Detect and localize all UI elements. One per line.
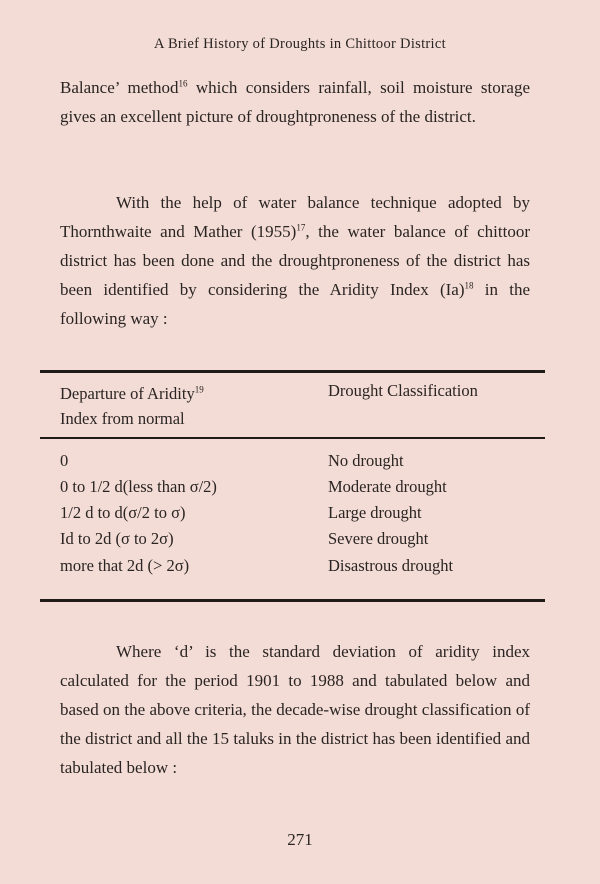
paragraph-water-balance xyxy=(60,188,530,333)
paragraph-intro-text-a: Balance’ method xyxy=(60,78,179,97)
table-cell-departure: Id to 2d (σ to 2σ) xyxy=(60,529,174,548)
table-cell-classification: No drought xyxy=(328,451,404,470)
running-header: A Brief History of Droughts in Chittoor District xyxy=(154,36,446,52)
table-cell-classification: Large drought xyxy=(328,503,422,522)
paragraph-intro-text-b: which considers rainfall, soil moisture storage gives an excellent picture of droughtproneness of the district. xyxy=(60,78,530,126)
paragraph-criteria-text: Where ‘d’ is the standard deviation of aridity index calculated for the period 1901 to 1988 and tabulated below and based on the above criteria, the decade-wise drought classification of the district and all the 15 taluks in the district has been identified and tabulated below : xyxy=(60,642,530,777)
table-header-rule xyxy=(40,437,545,439)
table-header-departure-a: Departure of Aridity xyxy=(60,384,195,403)
table-cell-classification: Disastrous drought xyxy=(328,556,454,575)
table-cell-classification: Severe drought xyxy=(328,529,429,548)
footnote-marker-19: 19 xyxy=(194,384,204,395)
table-cell-departure: 0 xyxy=(60,451,69,470)
table-header-departure xyxy=(60,381,300,431)
table-header-classification: Drought Classification xyxy=(328,381,478,400)
table-cell-departure: 0 to 1/2 d(less than σ/2) xyxy=(60,477,217,496)
paragraph-water-balance-text-c: in the following way : xyxy=(60,280,530,328)
page-number: 271 xyxy=(287,830,313,849)
table-header-departure-b: Index from normal xyxy=(60,409,185,428)
table-row xyxy=(0,477,600,503)
paragraph-water-balance-text-a: With the help of water balance technique adopted by Thornthwaite and Mather (1955) xyxy=(60,193,530,241)
table-row xyxy=(0,529,600,555)
table-row xyxy=(0,503,600,529)
paragraph-water-balance-text-b: , the water balance of chittoor district has been done and the droughtproneness of the district has been identified by considering the Aridity Index (Ia) xyxy=(60,222,530,299)
footnote-marker-18: 18 xyxy=(464,280,474,291)
table-row xyxy=(0,556,600,582)
table-bottom-rule xyxy=(40,599,545,602)
paragraph-criteria xyxy=(60,637,530,782)
table-cell-departure: 1/2 d to d(σ/2 to σ) xyxy=(60,503,186,522)
paragraph-intro xyxy=(60,73,530,131)
table-top-rule xyxy=(40,370,545,373)
table-cell-departure: more that 2d (> 2σ) xyxy=(60,556,190,575)
table-row xyxy=(0,451,600,477)
footnote-marker-17: 17 xyxy=(296,222,306,233)
table-cell-classification: Moderate drought xyxy=(328,477,447,496)
footnote-marker-16: 16 xyxy=(178,78,188,89)
